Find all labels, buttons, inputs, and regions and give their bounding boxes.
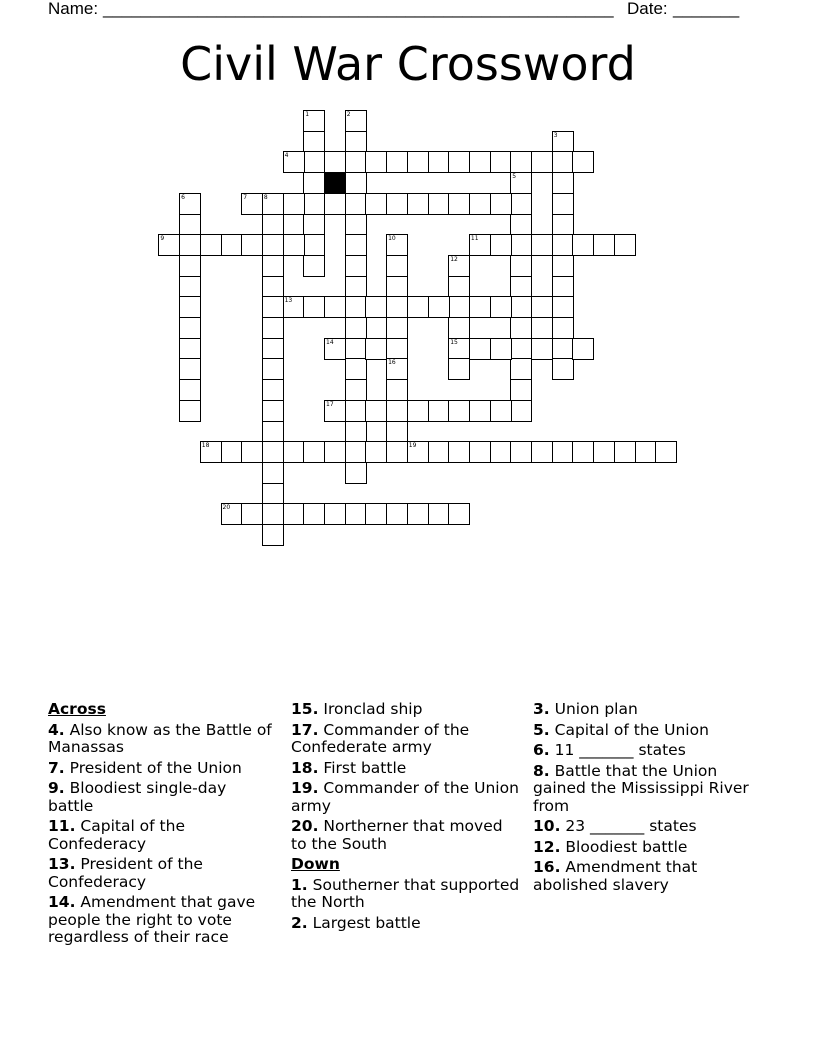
grid-cell[interactable] — [510, 193, 532, 215]
clue-down-8: 8. Battle that the Union gained the Mississippi River from — [533, 761, 749, 815]
grid-cell[interactable] — [324, 151, 346, 173]
grid-cell[interactable] — [552, 358, 574, 380]
grid-cell[interactable] — [510, 255, 532, 277]
grid-cell[interactable] — [490, 400, 512, 422]
grid-cell[interactable] — [262, 400, 284, 422]
date-blank: _______ — [673, 0, 740, 18]
grid-cell[interactable] — [469, 193, 491, 215]
grid-cell[interactable] — [386, 400, 408, 422]
grid-cell[interactable] — [510, 151, 532, 173]
grid-cell[interactable] — [428, 151, 450, 173]
grid-cell[interactable] — [179, 234, 201, 256]
grid-cell[interactable] — [448, 400, 470, 422]
grid-cell[interactable] — [262, 296, 284, 318]
grid-cell[interactable] — [345, 358, 367, 380]
grid-cell[interactable] — [552, 441, 574, 463]
grid-cell[interactable] — [510, 400, 532, 422]
grid-cell[interactable] — [386, 503, 408, 525]
grid-cell[interactable] — [490, 151, 512, 173]
grid-cell[interactable] — [655, 441, 677, 463]
grid-cell[interactable] — [510, 234, 532, 256]
grid-cell[interactable] — [158, 234, 180, 256]
grid-cell[interactable] — [221, 234, 243, 256]
grid-cell[interactable] — [324, 400, 346, 422]
grid-cell[interactable] — [510, 338, 532, 360]
grid-cell[interactable] — [510, 172, 532, 194]
grid-cell[interactable] — [241, 234, 263, 256]
grid-cell[interactable] — [303, 503, 325, 525]
grid-cell[interactable] — [303, 214, 325, 236]
grid-cell[interactable] — [448, 441, 470, 463]
grid-cell[interactable] — [469, 296, 491, 318]
grid-cell[interactable] — [345, 151, 367, 173]
grid-cell[interactable] — [345, 276, 367, 298]
grid-cell[interactable] — [531, 441, 553, 463]
grid-cell[interactable] — [386, 276, 408, 298]
grid-cell[interactable] — [262, 317, 284, 339]
grid-cell[interactable] — [510, 379, 532, 401]
grid-cell[interactable] — [510, 441, 532, 463]
grid-cell[interactable] — [552, 296, 574, 318]
grid-cell[interactable] — [221, 503, 243, 525]
clue-across-7: 7. President of the Union — [48, 758, 242, 777]
grid-cell[interactable] — [345, 131, 367, 153]
grid-cell[interactable] — [345, 317, 367, 339]
grid-cell[interactable] — [428, 193, 450, 215]
cell-number: 7 — [243, 193, 248, 201]
grid-cell[interactable] — [345, 421, 367, 443]
clue-down-10: 10. 23 _______ states — [533, 817, 697, 835]
grid-cell[interactable] — [345, 503, 367, 525]
name-label: Name: — [48, 0, 99, 18]
grid-cell[interactable] — [365, 151, 387, 173]
grid-cell[interactable] — [345, 234, 367, 256]
grid-cell[interactable] — [345, 172, 367, 194]
grid-cell[interactable] — [365, 441, 387, 463]
cell-number: 12 — [450, 255, 458, 263]
grid-cell[interactable] — [241, 193, 263, 215]
grid-cell[interactable] — [572, 441, 594, 463]
grid-cell[interactable] — [552, 131, 574, 153]
grid-cell[interactable] — [552, 151, 574, 173]
grid-cell[interactable] — [324, 296, 346, 318]
cell-number: 18 — [201, 442, 210, 450]
grid-cell[interactable] — [324, 193, 346, 215]
grid-cell[interactable] — [303, 296, 325, 318]
grid-cell[interactable] — [262, 503, 284, 525]
grid-cell[interactable] — [262, 338, 284, 360]
grid-cell[interactable] — [179, 276, 201, 298]
grid-cell[interactable] — [179, 214, 201, 236]
grid-cell[interactable] — [345, 214, 367, 236]
clue-across-17: 17. Commander of the Confederate army — [291, 720, 470, 756]
page-title: Civil War Crossword — [180, 37, 636, 91]
grid-cell[interactable] — [179, 379, 201, 401]
grid-cell[interactable] — [552, 276, 574, 298]
clue-down-1: 1. Southerner that supported the North — [291, 875, 520, 911]
cell-number: 10 — [388, 235, 396, 243]
grid-cell[interactable] — [365, 338, 387, 360]
clue-down-16: 16. Amendment that abolished slavery — [533, 858, 698, 894]
clue-down-6: 6. 11 _______ states — [533, 741, 686, 759]
grid-cell[interactable] — [345, 462, 367, 484]
grid-cell[interactable] — [262, 234, 284, 256]
grid-cell[interactable] — [448, 296, 470, 318]
grid-cell[interactable] — [469, 151, 491, 173]
clue-across-19: 19. Commander of the Union army — [291, 779, 519, 815]
grid-cell[interactable] — [407, 400, 429, 422]
grid-cell[interactable] — [221, 441, 243, 463]
date-label: Date: — [627, 0, 668, 18]
cell-number: 19 — [408, 442, 417, 450]
cell-number: 13 — [284, 297, 293, 305]
grid-cell[interactable] — [386, 296, 408, 318]
grid-cell[interactable] — [428, 441, 450, 463]
grid-cell[interactable] — [179, 338, 201, 360]
cell-number: 16 — [388, 359, 396, 367]
grid-cell[interactable] — [365, 400, 387, 422]
grid-cell[interactable] — [407, 503, 429, 525]
cell-number: 2 — [346, 111, 351, 118]
grid-cell[interactable] — [614, 441, 636, 463]
cell-number: 14 — [326, 338, 334, 346]
grid-cell[interactable] — [345, 193, 367, 215]
grid-cell[interactable] — [386, 193, 408, 215]
grid-cell[interactable] — [428, 503, 450, 525]
grid-cell[interactable] — [386, 317, 408, 339]
grid-cell[interactable] — [552, 214, 574, 236]
clue-across-15: 15. Ironclad ship — [291, 700, 423, 718]
clue-across-11: 11. Capital of the Confederacy — [48, 817, 185, 853]
clue-down-3: 3. Union plan — [533, 700, 638, 718]
grid-cell[interactable] — [345, 255, 367, 277]
grid-cell[interactable] — [386, 421, 408, 443]
grid-cell[interactable] — [303, 441, 325, 463]
grid-cell[interactable] — [345, 110, 367, 132]
across-heading: Across — [48, 700, 106, 718]
cell-number: 5 — [512, 173, 517, 181]
grid-cell[interactable] — [448, 193, 470, 215]
grid-cell[interactable] — [365, 296, 387, 318]
grid-cell[interactable] — [490, 441, 512, 463]
grid-cell[interactable] — [490, 338, 512, 360]
grid-cell[interactable] — [552, 193, 574, 215]
grid-cell[interactable] — [552, 234, 574, 256]
grid-cell[interactable] — [552, 317, 574, 339]
grid-cell[interactable] — [283, 296, 305, 318]
grid-cell[interactable] — [407, 296, 429, 318]
grid-cell[interactable] — [303, 255, 325, 277]
grid-cell[interactable] — [572, 338, 594, 360]
grid-cell[interactable] — [303, 193, 325, 215]
grid-cell[interactable] — [262, 483, 284, 505]
grid-cell[interactable] — [262, 358, 284, 380]
grid-cell[interactable] — [593, 441, 615, 463]
grid-cell[interactable] — [448, 151, 470, 173]
clue-down-12: 12. Bloodiest battle — [533, 837, 688, 856]
clue-column-1 — [48, 701, 276, 950]
grid-cell[interactable] — [324, 503, 346, 525]
cell-number: 3 — [553, 131, 558, 139]
cell-number: 20 — [222, 504, 231, 512]
clue-down-5: 5. Capital of the Union — [533, 720, 709, 739]
grid-cell[interactable] — [179, 255, 201, 277]
grid-cell[interactable] — [448, 276, 470, 298]
clue-across-13: 13. President of the Confederacy — [48, 855, 203, 891]
grid-cell[interactable] — [345, 296, 367, 318]
grid-cell[interactable] — [572, 234, 594, 256]
cell-number: 11 — [470, 235, 479, 243]
grid-cell[interactable] — [531, 338, 553, 360]
clue-across-18: 18. First battle — [291, 758, 407, 777]
grid-cell[interactable] — [303, 110, 325, 132]
grid-cell[interactable] — [510, 276, 532, 298]
grid-cell[interactable] — [262, 441, 284, 463]
grid-cell[interactable] — [179, 296, 201, 318]
grid-cell[interactable] — [179, 358, 201, 380]
grid-cell[interactable] — [262, 379, 284, 401]
grid-cell[interactable] — [345, 441, 367, 463]
cell-number: 6 — [181, 193, 185, 201]
grid-cell[interactable] — [572, 151, 594, 173]
grid-cell[interactable] — [469, 400, 491, 422]
grid-cell[interactable] — [407, 151, 429, 173]
down-heading: Down — [291, 855, 340, 873]
cell-number: 17 — [326, 400, 334, 408]
grid-cell[interactable] — [386, 441, 408, 463]
grid-cell[interactable] — [531, 296, 553, 318]
grid-cell[interactable] — [490, 193, 512, 215]
clue-across-9: 9. Bloodiest single-day battle — [48, 779, 227, 815]
grid-cell[interactable] — [324, 441, 346, 463]
cell-number: 1 — [305, 111, 310, 118]
clue-column-3 — [533, 701, 769, 897]
grid-cell[interactable] — [345, 400, 367, 422]
grid-cell[interactable] — [386, 379, 408, 401]
clue-across-4: 4. Also know as the Battle of Manassas — [48, 720, 272, 756]
grid-cell[interactable] — [386, 234, 408, 256]
grid-cell[interactable] — [262, 193, 284, 215]
grid-cell[interactable] — [241, 503, 263, 525]
grid-cell[interactable] — [552, 172, 574, 194]
grid-cell[interactable] — [593, 234, 615, 256]
cell-number: 8 — [263, 193, 268, 201]
name-blank: ______________________________________________________ — [103, 0, 614, 18]
grid-cell[interactable] — [283, 441, 305, 463]
grid-cell[interactable] — [283, 193, 305, 215]
grid-cell[interactable] — [241, 441, 263, 463]
grid-cell[interactable] — [469, 234, 491, 256]
grid-cell[interactable] — [303, 234, 325, 256]
clue-down-2: 2. Largest battle — [291, 913, 421, 932]
grid-cell[interactable] — [448, 503, 470, 525]
grid-cell[interactable] — [262, 255, 284, 277]
grid-cell[interactable] — [469, 441, 491, 463]
grid-cell[interactable] — [303, 172, 325, 194]
grid-cell[interactable] — [510, 296, 532, 318]
grid-cell[interactable] — [614, 234, 636, 256]
grid-cell[interactable] — [262, 214, 284, 236]
grid-cell[interactable] — [345, 338, 367, 360]
grid-cell[interactable] — [448, 358, 470, 380]
grid-cell[interactable] — [262, 462, 284, 484]
grid-cell[interactable] — [448, 317, 470, 339]
grid-cell[interactable] — [531, 151, 553, 173]
grid-cell[interactable] — [200, 441, 222, 463]
grid-cell[interactable] — [179, 193, 201, 215]
grid-cell[interactable] — [428, 296, 450, 318]
clue-across-20: 20. Northerner that moved to the South — [291, 817, 503, 853]
grid-cell[interactable] — [262, 421, 284, 443]
grid-cell[interactable] — [386, 358, 408, 380]
grid-cell[interactable] — [324, 338, 346, 360]
grid-cell[interactable] — [407, 193, 429, 215]
grid-cell[interactable] — [283, 151, 305, 173]
grid-cell[interactable] — [262, 524, 284, 546]
cell-number: 9 — [160, 235, 165, 243]
grid-cell[interactable] — [469, 338, 491, 360]
grid-cell[interactable] — [200, 234, 222, 256]
grid-cell[interactable] — [510, 214, 532, 236]
grid-cell[interactable] — [531, 234, 553, 256]
grid-cell[interactable] — [510, 358, 532, 380]
clue-across-14: 14. Amendment that gave people the right to vote regardless of their race — [48, 893, 256, 946]
grid-cell[interactable] — [386, 255, 408, 277]
grid-cell[interactable] — [303, 131, 325, 153]
cell-number: 4 — [284, 152, 289, 160]
grid-cell[interactable] — [552, 255, 574, 277]
grid-cell[interactable] — [490, 296, 512, 318]
grid-cell[interactable] — [386, 338, 408, 360]
grid-cell[interactable] — [552, 338, 574, 360]
grid-cell[interactable] — [635, 441, 657, 463]
grid-cell[interactable] — [448, 255, 470, 277]
grid-cell[interactable] — [179, 317, 201, 339]
grid-cell[interactable] — [386, 151, 408, 173]
grid-cell[interactable] — [283, 234, 305, 256]
grid-cell[interactable] — [448, 338, 470, 360]
clue-column-2 — [291, 701, 523, 935]
grid-cell[interactable] — [428, 400, 450, 422]
grid-cell[interactable] — [407, 441, 429, 463]
grid-cell[interactable] — [303, 151, 325, 173]
grid-cell[interactable] — [365, 503, 387, 525]
grid-cell[interactable] — [365, 193, 387, 215]
grid-cell[interactable] — [490, 234, 512, 256]
blocked-cell — [324, 172, 346, 194]
grid-cell[interactable] — [345, 379, 367, 401]
grid-cell[interactable] — [283, 503, 305, 525]
cell-number: 15 — [450, 338, 458, 346]
grid-cell[interactable] — [262, 276, 284, 298]
grid-cell[interactable] — [510, 317, 532, 339]
grid-cell[interactable] — [179, 400, 201, 422]
